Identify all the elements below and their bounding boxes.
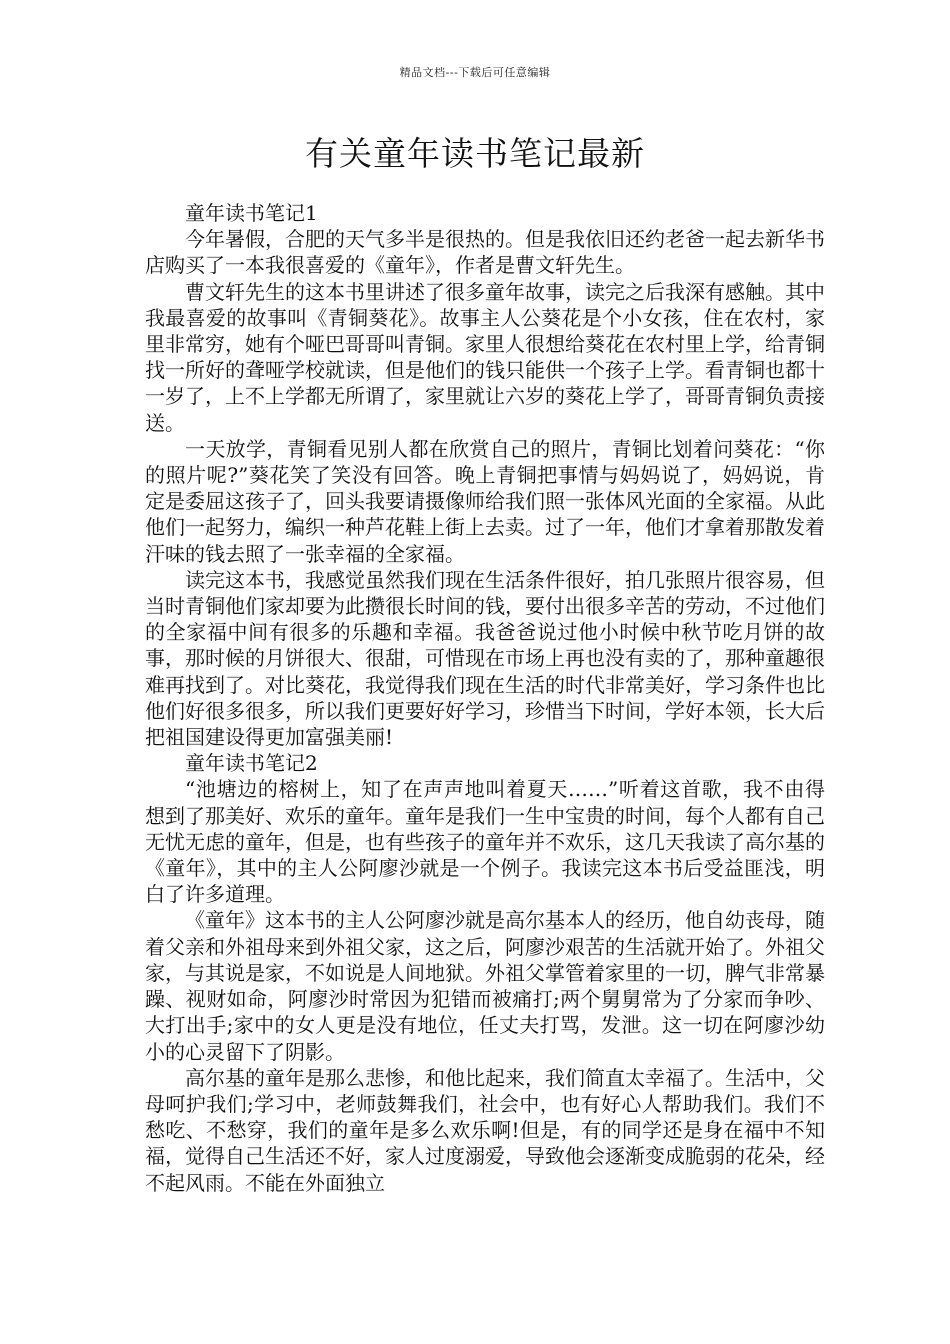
paragraph: 一天放学，青铜看见别人都在欣赏自己的照片，青铜比划着问葵花：“你的照片呢?”葵花笑了笑没有回答。晚上青铜把事情与妈妈说了，妈妈说，肯定是委屈这孩子了，回头我要请摄像师给我们照一张体风光面的全家福。从此他们一起努力，编织一种芦花鞋上街上去卖。过了一年，他们才拿着那散发着汗味的钱去照了一张幸福的全家福。 bbox=[145, 436, 825, 566]
document-title: 有关童年读书笔记最新 bbox=[305, 134, 645, 173]
paragraph: 高尔基的童年是那么悲惨，和他比起来，我们简直太幸福了。生活中，父母呵护我们;学习中，老师鼓舞我们，社会中，也有好心人帮助我们。我们不愁吃、不愁穿，我们的童年是多么欢乐啊!但是，有的同学还是身在福中不知福，觉得自己生活还不好，家人过度溺爱，导致他会逐渐变成脆弱的花朵，经不起风雨。不能在外面独立 bbox=[145, 1065, 825, 1195]
paragraph: “池塘边的榕树上，知了在声声地叫着夏天……”听着这首歌，我不由得想到了那美好、欢乐的童年。童年是我们一生中宝贵的时间，每个人都有自己无忧无虑的童年，但是，也有些孩子的童年并不欢乐，这几天我读了高尔基的《童年》，其中的主人公阿廖沙就是一个例子。我读完这本书后受益匪浅，明白了许多道理。 bbox=[145, 777, 825, 907]
section-heading-2: 童年读书笔记2 bbox=[185, 751, 318, 776]
section-heading-1: 童年读书笔记1 bbox=[185, 201, 318, 225]
document-body bbox=[145, 200, 825, 1196]
paragraph: 曹文轩先生的这本书里讲述了很多童年故事，读完之后我深有感触。其中我最喜爱的故事叫《青铜葵花》。故事主人公葵花是个小女孩，住在农村，家里非常穷，她有个哑巴哥哥叫青铜。家里人很想给葵花在农村里上学，给青铜找一所好的聋哑学校就读，但是他们的钱只能供一个孩子上学。看青铜也都十一岁了，上不上学都无所谓了，家里就让六岁的葵花上学了，哥哥青铜负责接送。 bbox=[145, 279, 825, 435]
header-note: 精品文档---下载后可任意编辑 bbox=[399, 66, 551, 79]
paragraph: 读完这本书，我感觉虽然我们现在生活条件很好，拍几张照片很容易，但当时青铜他们家却要为此攒很长时间的钱，要付出很多辛苦的劳动，不过他们的全家福中间有很多的乐趣和幸福。我爸爸说过他小时候中秋节吃月饼的故事，那时候的月饼很大、很甜，可惜现在市场上再也没有卖的了，那种童趣很难再找到了。对比葵花，我觉得我们现在生活的时代非常美好，学习条件也比他们好很多很多，所以我们更要好好学习，珍惜当下时间，学好本领，长大后把祖国建设得更加富强美丽! bbox=[145, 567, 825, 750]
paragraph: 《童年》这本书的主人公阿廖沙就是高尔基本人的经历，他自幼丧母，随着父亲和外祖母来到外祖父家，这之后，阿廖沙艰苦的生活就开始了。外祖父家，与其说是家，不如说是人间地狱。外祖父掌管着家里的一切，脾气非常暴躁、视财如命，阿廖沙时常因为犯错而被痛打;两个舅舅常为了分家而争吵、大打出手;家中的女人更是没有地位，任丈夫打骂，发泄。这一切在阿廖沙幼小的心灵留下了阴影。 bbox=[145, 908, 825, 1064]
paragraph: 今年暑假，合肥的天气多半是很热的。但是我依旧还约老爸一起去新华书店购买了一本我很喜爱的《童年》，作者是曹文轩先生。 bbox=[145, 227, 825, 278]
